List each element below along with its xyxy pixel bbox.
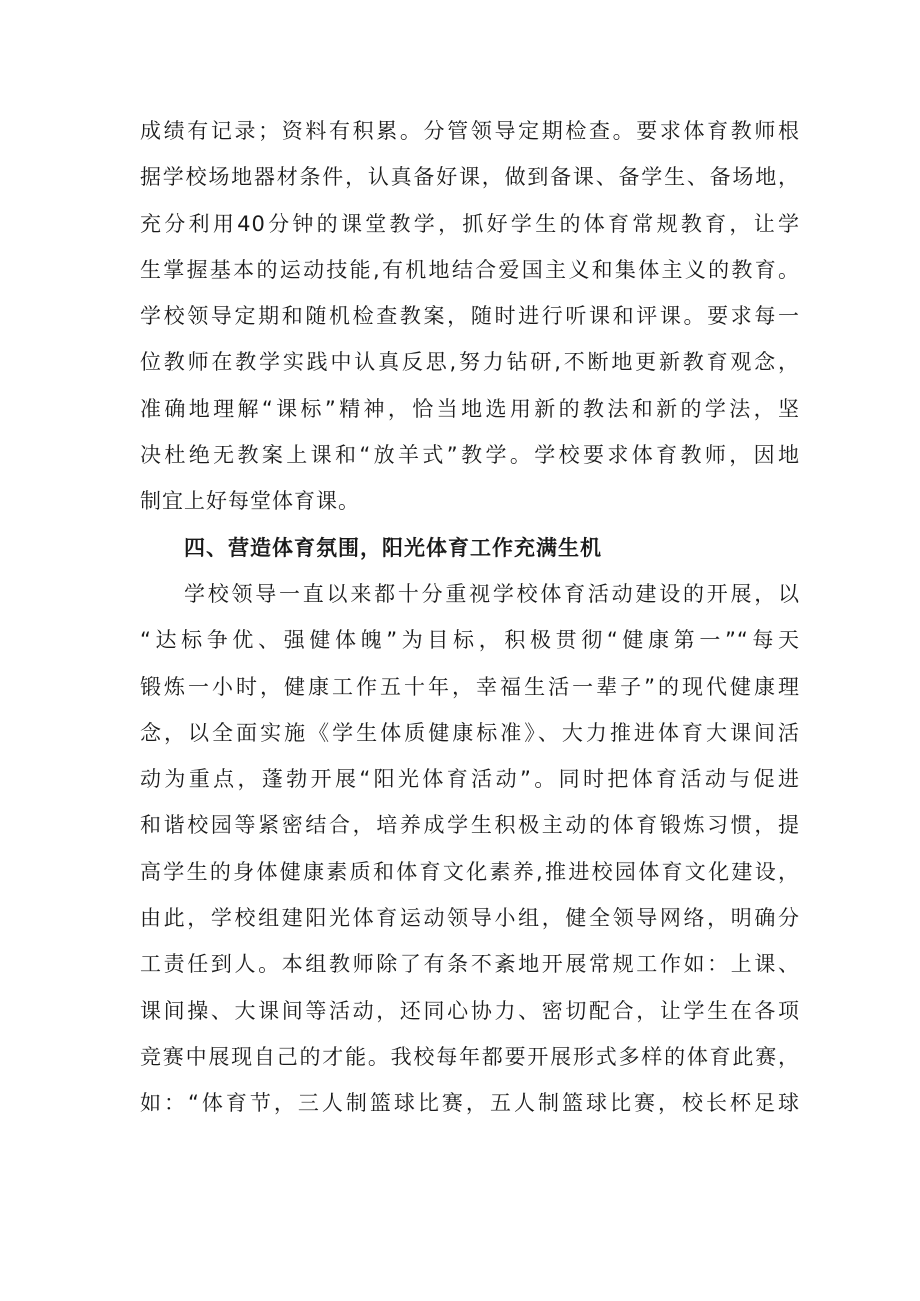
document-body [140, 108, 800, 1127]
paragraph-1-line: 位教师在教学实践中认真反思,努力钻研,不断地更新教育观念， [140, 350, 800, 375]
paragraph-1-line: 据学校场地器材条件，认真备好课，做到备课、备学生、备场地， [140, 165, 800, 190]
paragraph-1-line: 生掌握基本的运动技能,有机地结合爱国主义和集体主义的教育。 [140, 257, 800, 282]
paragraph-2-line: 如：“体育节，三人制篮球比赛，五人制篮球比赛，校长杯足球 [140, 1091, 800, 1116]
paragraph-1-line: 成绩有记录；资料有积累。分管领导定期检查。要求体育教师根 [140, 119, 800, 143]
paragraph-2-line: 由此，学校组建阳光体育运动领导小组，健全领导网络，明确分 [140, 906, 800, 931]
paragraph-2-line: 工责任到人。本组教师除了有条不紊地开展常规工作如：上课、 [140, 952, 800, 977]
paragraph-2-line: “达标争优、强健体魄”为目标，积极贯彻“健康第一”“每天 [140, 628, 800, 653]
paragraph-2-line: 锻炼一小时，健康工作五十年，幸福生活一辈子”的现代健康理 [140, 674, 800, 699]
paragraph-2-line: 学校领导一直以来都十分重视学校体育活动建设的开展，以 [184, 581, 800, 606]
paragraph-2-line: 和谐校园等紧密结合，培养成学生积极主动的体育锻炼习惯，提 [140, 813, 800, 838]
section-heading: 四、营造体育氛围，阳光体育工作充满生机 [184, 535, 602, 560]
paragraph-2-line: 竞赛中展现自己的才能。我校每年都要开展形式多样的体育此赛， [140, 1044, 800, 1069]
paragraph-1-line: 制宜上好每堂体育课。 [140, 489, 360, 514]
paragraph-2-line: 念，以全面实施《学生体质健康标准》、大力推进体育大课间活 [140, 720, 800, 745]
paragraph-2-line: 高学生的身体健康素质和体育文化素养,推进校园体育文化建设， [140, 859, 800, 884]
paragraph-2-line: 课间操、大课间等活动，还同心协力、密切配合，让学生在各项 [140, 998, 800, 1023]
paragraph-1-line: 准确地理解“课标”精神，恰当地选用新的教法和新的学法，坚 [140, 396, 800, 421]
paragraph-2-line: 动为重点，蓬勃开展“阳光体育活动”。同时把体育活动与促进 [140, 767, 800, 792]
paragraph-1-line: 学校领导定期和随机检查教案，随时进行听课和评课。要求每一 [140, 304, 800, 329]
paragraph-1-line: 充分利用40分钟的课堂教学，抓好学生的体育常规教育，让学 [140, 211, 800, 236]
paragraph-1-line: 决杜绝无教案上课和“放羊式”教学。学校要求体育教师，因地 [140, 443, 800, 468]
